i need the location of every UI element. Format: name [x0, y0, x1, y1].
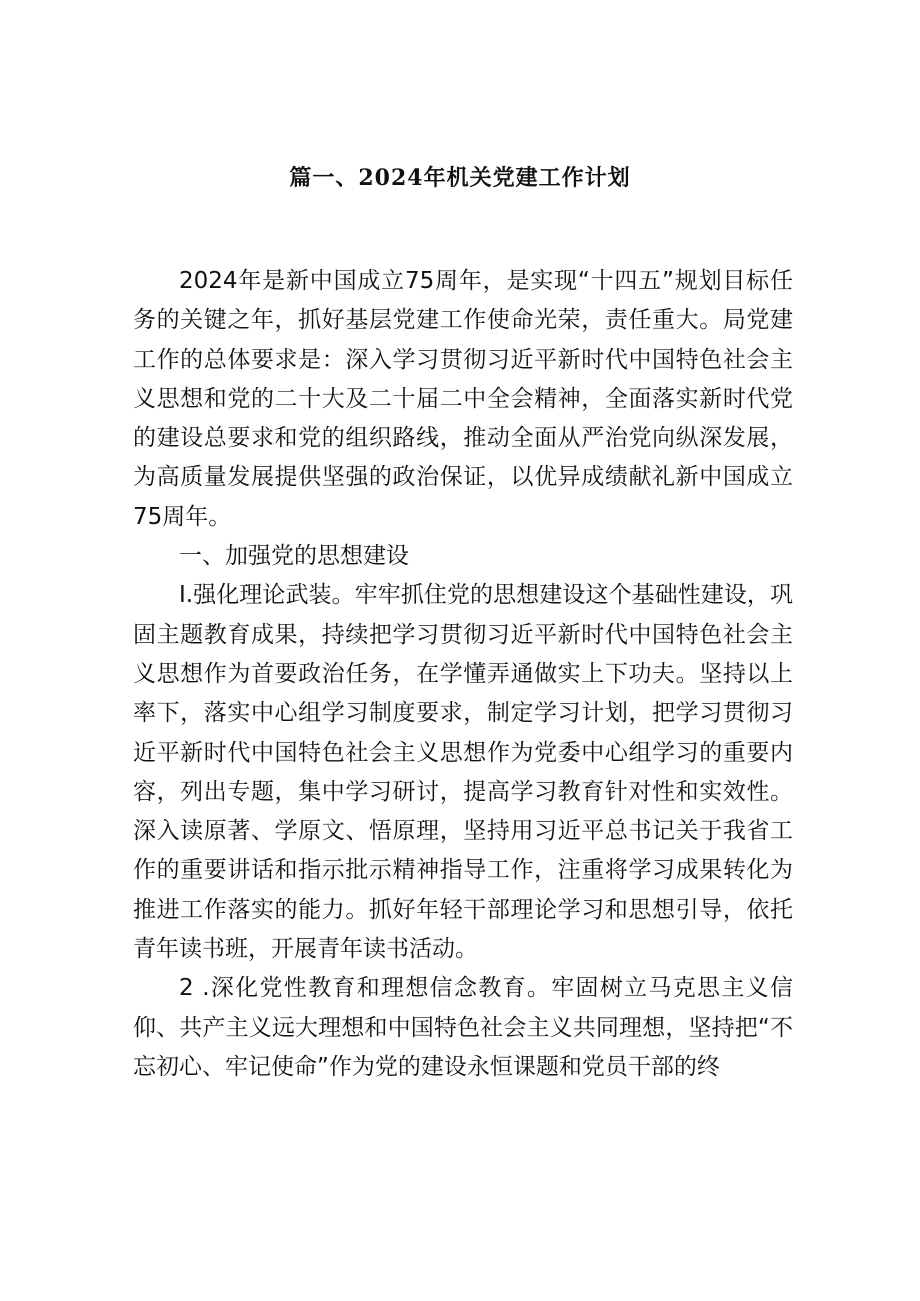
document-body: [133, 262, 793, 1087]
paragraph-intro: 2024年是新中国成立75周年，是实现“十四五”规划目标任务的关键之年，抓好基层党建工作使命光荣，责任重大。局党建工作的总体要求是：深入学习贯彻习近平新时代中国特色社会主义思想和党的二十大及二十届二中全会精神，全面落实新时代党的建设总要求和党的组织路线，推动全面从严治党向纵深发展，为高质量发展提供坚强的政治保证，以优异成绩献礼新中国成立75周年。: [133, 268, 793, 530]
document-title: 篇一、2024年机关党建工作计划: [289, 165, 631, 191]
section-heading: 一、加强党的思想建设: [179, 543, 409, 570]
paragraph-item-1: I.强化理论武装。牢牢抓住党的思想建设这个基础性建设，巩固主题教育成果，持续把学习贯彻习近平新时代中国特色社会主义思想作为首要政治任务，在学懂弄通做实上下功夫。坚持以上率下，落实中心组学习制度要求，制定学习计划，把学习贯彻习近平新时代中国特色社会主义思想作为党委中心组学习的重要内容，列出专题，集中学习研讨，提高学习教育针对性和实效性。深入读原著、学原文、悟原理，坚持用习近平总书记关于我省工作的重要讲话和指示批示精神指导工作，注重将学习成果转化为推进工作落实的能力。抓好年轻干部理论学习和思想引导，依托青年读书班，开展青年读书活动。: [133, 582, 793, 963]
paragraph-item-2: 2 .深化党性教育和理想信念教育。牢固树立马克思主义信仰、共产主义远大理想和中国特色社会主义共同理想，坚持把“不忘初心、牢记使命”作为党的建设永恒课题和党员干部的终: [133, 975, 793, 1080]
